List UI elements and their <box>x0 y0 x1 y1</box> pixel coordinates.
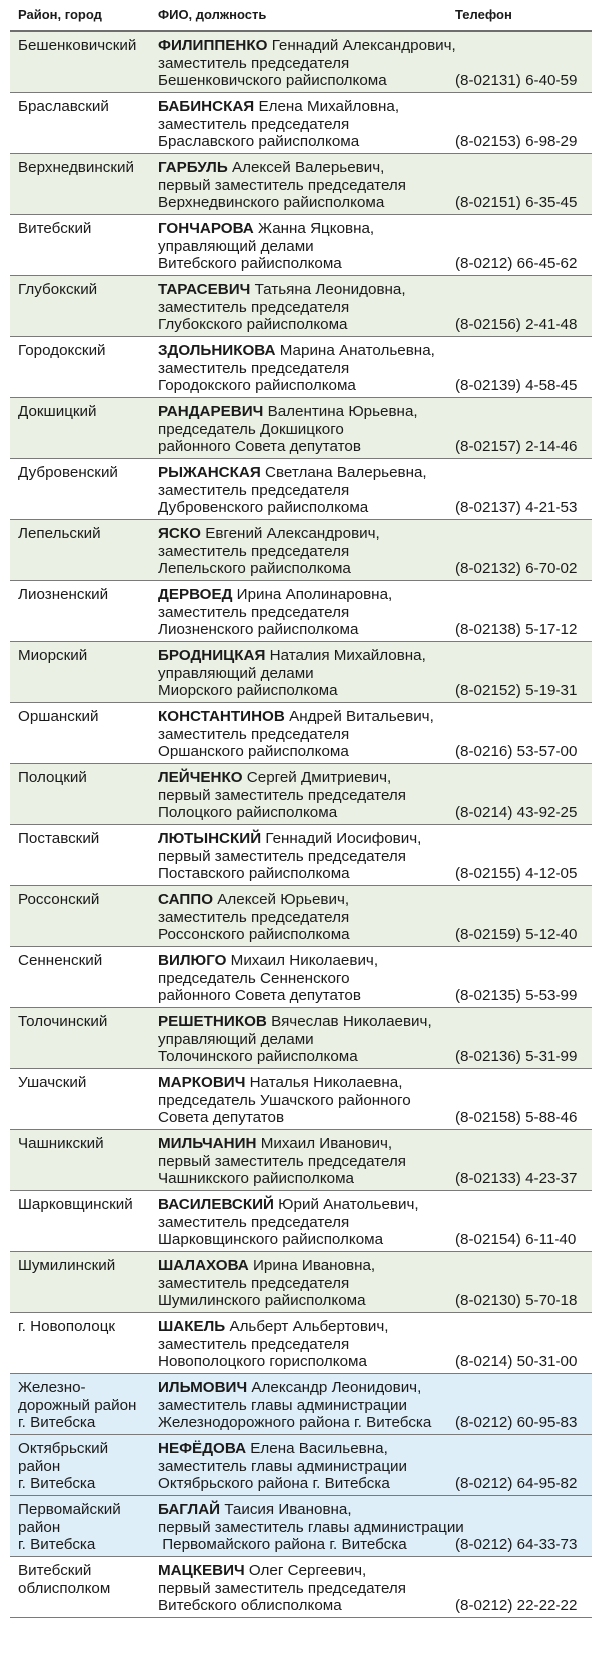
district-line: Верхнедвинский <box>18 159 134 176</box>
table-row <box>10 703 592 764</box>
phone-number: (8-02130) 5-70-18 <box>455 1291 578 1309</box>
district-name <box>18 403 156 421</box>
phone-number: (8-02156) 2-41-48 <box>455 315 578 333</box>
person-surname: НЕФЁДОВА <box>158 1440 247 1457</box>
district-name <box>18 464 156 482</box>
district-line: Докшицкий <box>18 403 97 420</box>
phone-number: (8-02154) 6-11-40 <box>455 1230 577 1248</box>
district-line: Первомайский <box>18 1501 121 1518</box>
person-position: Оршанского райисполкома <box>158 743 349 760</box>
person-name: КОНСТАНТИНОВ Андрей Витальевич, <box>158 708 434 725</box>
district-line: Поставский <box>18 830 100 847</box>
person-given-name: Евгений Александрович <box>205 525 376 542</box>
table-row <box>10 215 592 276</box>
person-surname: МИЛЬЧАНИН <box>158 1135 257 1152</box>
person-surname: БАГЛАЙ <box>158 1501 221 1518</box>
person-position: Витебского райисполкома <box>158 255 342 272</box>
table-row <box>10 642 592 703</box>
table-row <box>10 520 592 581</box>
table-row <box>10 1130 592 1191</box>
phone-number: (8-02158) 5-88-46 <box>455 1108 578 1126</box>
table-row <box>10 947 592 1008</box>
district-line: Шарковщинский <box>18 1196 133 1213</box>
phone-number: (8-02131) 6-40-59 <box>455 71 578 89</box>
person-name: ШАЛАХОВА Ирина Ивановна, <box>158 1257 376 1274</box>
person-given-name: Алексей Валерьевич <box>231 159 381 176</box>
person-name: ЛЕЙЧЕНКО Сергей Дмитриевич, <box>158 769 392 786</box>
district-name <box>18 281 156 299</box>
person-position: первый заместитель главы администрации <box>158 1518 464 1536</box>
district-line: Полоцкий <box>18 769 87 786</box>
person-position: первый заместитель председателя <box>158 847 406 865</box>
phone-number: (8-02139) 4-58-45 <box>455 376 578 394</box>
phone-number: (8-02157) 2-14-46 <box>455 437 578 455</box>
person-position: первый заместитель председателя <box>158 1152 406 1170</box>
person-given-name: Вячеслав Николаевич <box>271 1013 428 1030</box>
person-position: председатель Сенненского <box>158 969 350 987</box>
district-name <box>18 891 156 909</box>
table-row <box>10 1069 592 1130</box>
district-line: г. Новополоцк <box>18 1318 116 1335</box>
person-surname: ДЕРВОЕД <box>158 586 233 603</box>
table-row <box>10 459 592 520</box>
person-position: Октябрьского района г. Витебска <box>158 1475 390 1492</box>
person-surname: РАНДАРЕВИЧ <box>158 403 264 420</box>
district-name <box>18 37 156 55</box>
district-name <box>18 98 156 116</box>
person-position: Бешенковичского райисполкома <box>158 72 387 89</box>
person-name: САППО Алексей Юрьевич, <box>158 891 350 908</box>
person-surname: ШАКЕЛЬ <box>158 1318 226 1335</box>
phone-number: (8-0212) 66-45-62 <box>455 254 578 272</box>
person-given-name: Альберт Альбертович <box>229 1318 385 1335</box>
person-position: Дубровенского райисполкома <box>158 499 369 516</box>
district-name <box>18 1135 156 1153</box>
district-line: Сенненский <box>18 952 103 969</box>
phone-number: (8-0216) 53-57-00 <box>455 742 578 760</box>
phone-number: (8-0212) 64-33-73 <box>455 1535 578 1553</box>
phone-number: (8-02159) 5-12-40 <box>455 925 578 943</box>
person-given-name: Елена Васильевна <box>250 1440 384 1457</box>
table-row <box>10 1313 592 1374</box>
district-name <box>18 159 156 177</box>
table-body <box>10 32 592 1618</box>
person-name: РАНДАРЕВИЧ Валентина Юрьевна, <box>158 403 418 420</box>
person-surname: МАЦКЕВИЧ <box>158 1562 245 1579</box>
person-surname: ШАЛАХОВА <box>158 1257 249 1274</box>
header-district: Район, город <box>18 7 102 22</box>
person-given-name: Таисия Ивановна <box>224 1501 348 1518</box>
person-position: Россонского райисполкома <box>158 926 350 943</box>
person-name: ШАКЕЛЬ Альберт Альбертович, <box>158 1318 389 1335</box>
person-surname: ЯСКО <box>158 525 201 542</box>
district-name <box>18 586 156 604</box>
district-name <box>18 769 156 787</box>
person-position: Лиозненского райисполкома <box>158 621 359 638</box>
person-given-name: Наталья Николаевна <box>249 1074 399 1091</box>
district-name <box>18 1013 156 1031</box>
person-position: управляющий делами <box>158 664 314 682</box>
person-surname: БРОДНИЦКАЯ <box>158 647 266 664</box>
person-name: ЗДОЛЬНИКОВА Марина Анатольевна, <box>158 342 435 359</box>
person-position: Первомайского района г. Витебска <box>158 1536 407 1553</box>
district-name <box>18 1318 156 1336</box>
person-position: управляющий делами <box>158 237 314 255</box>
person-name: ФИЛИППЕНКО Геннадий Александрович, <box>158 37 456 54</box>
district-line: Лиозненский <box>18 586 109 603</box>
table-row <box>10 825 592 886</box>
table-row <box>10 337 592 398</box>
person-position: заместитель председателя <box>158 1335 350 1353</box>
person-position: заместитель председателя <box>158 725 350 743</box>
phone-number: (8-02152) 5-19-31 <box>455 681 578 699</box>
person-given-name: Михаил Николаевич <box>230 952 374 969</box>
person-surname: РЕШЕТНИКОВ <box>158 1013 267 1030</box>
person-name: БРОДНИЦКАЯ Наталия Михайловна, <box>158 647 426 664</box>
person-given-name: Ирина Аполинаровна <box>236 586 389 603</box>
person-name: МИЛЬЧАНИН Михаил Иванович, <box>158 1135 393 1152</box>
person-given-name: Сергей Дмитриевич <box>246 769 388 786</box>
person-given-name: Андрей Витальевич <box>289 708 430 725</box>
district-name <box>18 525 156 543</box>
person-name: РЕШЕТНИКОВ Вячеслав Николаевич, <box>158 1013 432 1030</box>
district-line: облисполком <box>18 1579 111 1597</box>
person-given-name: Татьяна Леонидовна <box>254 281 402 298</box>
district-line: Железно- <box>18 1379 86 1396</box>
district-line: Витебский <box>18 220 92 237</box>
district-line: г. Витебска <box>18 1536 96 1553</box>
person-position: Шарковщинского райисполкома <box>158 1231 384 1248</box>
person-surname: ТАРАСЕВИЧ <box>158 281 251 298</box>
person-position: Шумилинского райисполкома <box>158 1292 366 1309</box>
phone-number: (8-0214) 43-92-25 <box>455 803 578 821</box>
person-position: председатель Ушачского районного <box>158 1091 411 1109</box>
district-line: Витебский <box>18 1562 92 1579</box>
person-position: заместитель председателя <box>158 603 350 621</box>
table-row <box>10 32 592 93</box>
person-surname: ЗДОЛЬНИКОВА <box>158 342 276 359</box>
person-position: заместитель главы администрации <box>158 1457 407 1475</box>
person-position: первый заместитель председателя <box>158 176 406 194</box>
person-name: ТАРАСЕВИЧ Татьяна Леонидовна, <box>158 281 406 298</box>
person-position: Витебского облисполкома <box>158 1597 342 1614</box>
district-line: Лепельский <box>18 525 101 542</box>
person-name: ЯСКО Евгений Александрович, <box>158 525 380 542</box>
phone-number: (8-02153) 6-98-29 <box>455 132 578 150</box>
phone-number: (8-02136) 5-31-99 <box>455 1047 578 1065</box>
person-position: Чашникского райисполкома <box>158 1170 354 1187</box>
phone-number: (8-0212) 60-95-83 <box>455 1413 578 1431</box>
person-position: Полоцкого райисполкома <box>158 804 338 821</box>
district-line: Октябрьский <box>18 1440 109 1457</box>
person-surname: ИЛЬМОВИЧ <box>158 1379 248 1396</box>
person-position: заместитель председателя <box>158 481 350 499</box>
table-header <box>10 0 592 32</box>
table-row <box>10 1191 592 1252</box>
table-row <box>10 1496 592 1557</box>
person-given-name: Геннадий Иосифович <box>265 830 418 847</box>
person-position: Браславского райисполкома <box>158 133 360 150</box>
district-line: г. Витебска <box>18 1475 96 1492</box>
person-given-name: Юрий Анатольевич <box>278 1196 415 1213</box>
district-name <box>18 1501 156 1554</box>
person-given-name: Олег Сергеевич <box>248 1562 363 1579</box>
person-surname: БАБИНСКАЯ <box>158 98 255 115</box>
table-row <box>10 398 592 459</box>
person-name: МАРКОВИЧ Наталья Николаевна, <box>158 1074 403 1091</box>
phone-number: (8-0212) 22-22-22 <box>455 1596 578 1614</box>
person-position: заместитель председателя <box>158 359 350 377</box>
district-line: Глубокский <box>18 281 98 298</box>
person-name: ГАРБУЛЬ Алексей Валерьевич, <box>158 159 385 176</box>
person-given-name: Алексей Юрьевич <box>217 891 345 908</box>
district-line: Миорский <box>18 647 88 664</box>
person-position: Совета депутатов <box>158 1109 285 1126</box>
person-given-name: Елена Михайловна <box>258 98 395 115</box>
district-line: Чашникский <box>18 1135 104 1152</box>
person-surname: МАРКОВИЧ <box>158 1074 246 1091</box>
district-line: Оршанский <box>18 708 99 725</box>
district-line: г. Витебска <box>18 1414 96 1431</box>
person-surname: САППО <box>158 891 214 908</box>
phone-number: (8-0214) 50-31-00 <box>455 1352 578 1370</box>
person-position: заместитель председателя <box>158 54 350 72</box>
person-position: заместитель главы администрации <box>158 1396 407 1414</box>
person-position: Поставского райисполкома <box>158 865 350 882</box>
district-line: Ушачский <box>18 1074 87 1091</box>
person-given-name: Марина Анатольевна <box>279 342 431 359</box>
district-name <box>18 1379 156 1432</box>
person-name: БАГЛАЙ Таисия Ивановна, <box>158 1501 352 1518</box>
phone-number: (8-02132) 6-70-02 <box>455 559 578 577</box>
district-line: Бешенковичский <box>18 37 137 54</box>
header-phone: Телефон <box>455 7 512 22</box>
phone-number: (8-02137) 4-21-53 <box>455 498 578 516</box>
person-position: Миорского райисполкома <box>158 682 338 699</box>
table-row <box>10 93 592 154</box>
person-name: НЕФЁДОВА Елена Васильевна, <box>158 1440 388 1457</box>
person-name: РЫЖАНСКАЯ Светлана Валерьевна, <box>158 464 427 481</box>
phone-number: (8-0212) 64-95-82 <box>455 1474 578 1492</box>
person-position: заместитель председателя <box>158 1274 350 1292</box>
table-row <box>10 1435 592 1496</box>
person-name: ВАСИЛЕВСКИЙ Юрий Анатольевич, <box>158 1196 419 1213</box>
district-name <box>18 342 156 360</box>
phone-number: (8-02135) 5-53-99 <box>455 986 578 1004</box>
district-name <box>18 220 156 238</box>
person-given-name: Геннадий Александрович <box>271 37 452 54</box>
person-given-name: Валентина Юрьевна <box>267 403 414 420</box>
person-surname: ФИЛИППЕНКО <box>158 37 268 54</box>
district-name <box>18 708 156 726</box>
person-position: первый заместитель председателя <box>158 786 406 804</box>
person-surname: ВАСИЛЕВСКИЙ <box>158 1196 274 1213</box>
person-position: районного Совета депутатов <box>158 438 361 455</box>
person-given-name: Александр Леонидович <box>251 1379 418 1396</box>
district-line: Дубровенский <box>18 464 118 481</box>
district-line: Браславский <box>18 98 109 115</box>
person-position: Железнодорожного района г. Витебска <box>158 1414 432 1431</box>
person-given-name: Светлана Валерьевна <box>265 464 423 481</box>
person-name: ИЛЬМОВИЧ Александр Леонидович, <box>158 1379 422 1396</box>
table-row <box>10 276 592 337</box>
person-position: управляющий делами <box>158 1030 314 1048</box>
person-name: ВИЛЮГО Михаил Николаевич, <box>158 952 379 969</box>
person-position: заместитель председателя <box>158 542 350 560</box>
table-row <box>10 154 592 215</box>
person-given-name: Жанна Яцковна <box>258 220 370 237</box>
person-surname: ЛЕЙЧЕНКО <box>158 769 243 786</box>
district-name <box>18 1562 156 1597</box>
person-position: заместитель председателя <box>158 298 350 316</box>
district-line: дорожный район <box>18 1396 137 1414</box>
person-position: Толочинского райисполкома <box>158 1048 358 1065</box>
phone-number: (8-02151) 6-35-45 <box>455 193 578 211</box>
person-surname: ЛЮТЫНСКИЙ <box>158 830 262 847</box>
phone-number: (8-02155) 4-12-05 <box>455 864 578 882</box>
header-person: ФИО, должность <box>158 7 267 22</box>
district-line: Городокский <box>18 342 106 359</box>
table-row <box>10 886 592 947</box>
person-position: Лепельского райисполкома <box>158 560 351 577</box>
district-line: Шумилинский <box>18 1257 116 1274</box>
person-name: ЛЮТЫНСКИЙ Геннадий Иосифович, <box>158 830 422 847</box>
table-row <box>10 1252 592 1313</box>
district-line: Россонский <box>18 891 100 908</box>
person-given-name: Михаил Иванович <box>260 1135 388 1152</box>
district-line: район <box>18 1518 61 1536</box>
district-name <box>18 830 156 848</box>
person-position: первый заместитель председателя <box>158 1579 406 1597</box>
district-name <box>18 952 156 970</box>
person-name: ДЕРВОЕД Ирина Аполинаровна, <box>158 586 393 603</box>
person-position: Городокского райисполкома <box>158 377 356 394</box>
person-surname: РЫЖАНСКАЯ <box>158 464 261 481</box>
table-row <box>10 764 592 825</box>
person-surname: ВИЛЮГО <box>158 952 227 969</box>
phone-number: (8-02138) 5-17-12 <box>455 620 578 638</box>
person-name: МАЦКЕВИЧ Олег Сергеевич, <box>158 1562 367 1579</box>
district-name <box>18 1196 156 1214</box>
person-surname: ГОНЧАРОВА <box>158 220 254 237</box>
person-surname: ГАРБУЛЬ <box>158 159 228 176</box>
person-name: БАБИНСКАЯ Елена Михайловна, <box>158 98 400 115</box>
district-line: район <box>18 1457 61 1475</box>
district-name <box>18 1440 156 1493</box>
person-given-name: Наталия Михайловна <box>269 647 422 664</box>
person-position: заместитель председателя <box>158 1213 350 1231</box>
person-position: Глубокского райисполкома <box>158 316 348 333</box>
person-surname: КОНСТАНТИНОВ <box>158 708 285 725</box>
table-row <box>10 1557 592 1618</box>
person-name: ГОНЧАРОВА Жанна Яцковна, <box>158 220 375 237</box>
person-position: председатель Докшицкого <box>158 420 344 438</box>
person-position: Новополоцкого горисполкома <box>158 1353 367 1370</box>
district-name <box>18 1074 156 1092</box>
table-row <box>10 1008 592 1069</box>
person-position: районного Совета депутатов <box>158 987 361 1004</box>
phone-number: (8-02133) 4-23-37 <box>455 1169 578 1187</box>
district-name <box>18 1257 156 1275</box>
person-given-name: Ирина Ивановна <box>253 1257 371 1274</box>
table-row <box>10 1374 592 1435</box>
person-position: заместитель председателя <box>158 115 350 133</box>
district-name <box>18 647 156 665</box>
person-position: заместитель председателя <box>158 908 350 926</box>
district-line: Толочинский <box>18 1013 108 1030</box>
person-position: Верхнедвинского райисполкома <box>158 194 385 211</box>
table-row <box>10 581 592 642</box>
